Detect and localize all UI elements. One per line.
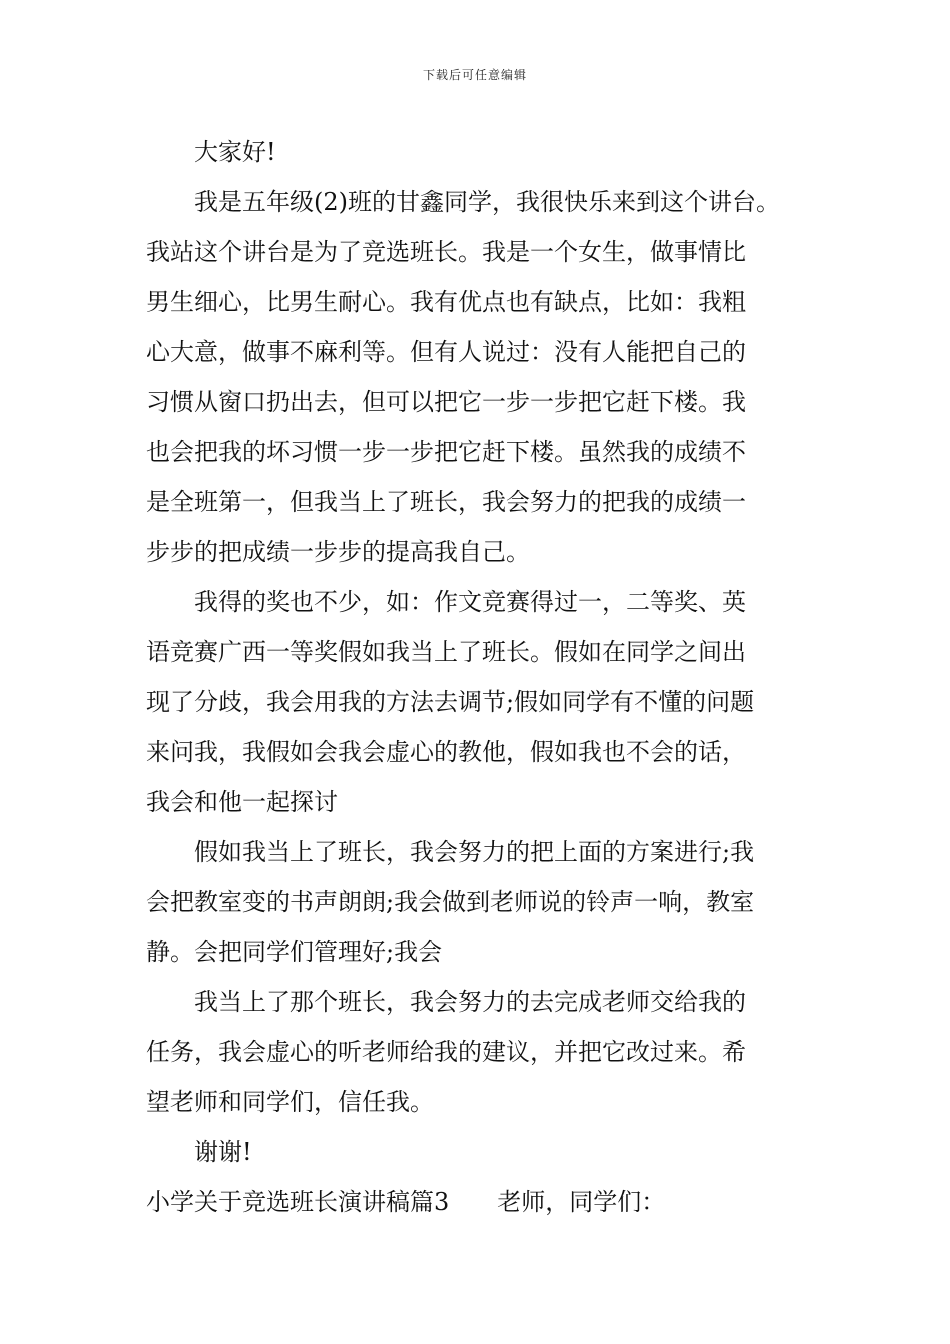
paragraph-2-line-3: 现了分歧，我会用我的方法去调节;假如同学有不懂的问题 xyxy=(146,688,755,716)
paragraph-4-line-3: 望老师和同学们，信任我。 xyxy=(146,1088,434,1116)
paragraph-2-line-5: 我会和他一起探讨 xyxy=(146,788,338,816)
paragraph-1-line-5: 习惯从窗口扔出去，但可以把它一步一步把它赶下楼。我 xyxy=(146,388,746,416)
paragraph-2 xyxy=(146,577,830,827)
paragraph-2-line-2: 语竞赛广西一等奖假如我当上了班长。假如在同学之间出 xyxy=(146,638,746,666)
thanks: 谢谢! xyxy=(194,1138,252,1166)
paragraph-1-line-6: 也会把我的坏习惯一步一步把它赶下楼。虽然我的成绩不 xyxy=(146,438,746,466)
paragraph-4-line-1: 我当上了那个班长，我会努力的去完成老师交给我的 xyxy=(194,988,746,1016)
next-section-title: 小学关于竞选班长演讲稿篇3 xyxy=(146,1188,450,1216)
paragraph-3-line-3: 静。会把同学们管理好;我会 xyxy=(146,938,443,966)
paragraph-1-line-2: 我站这个讲台是为了竞选班长。我是一个女生，做事情比 xyxy=(146,238,746,266)
paragraph-3-line-1: 假如我当上了班长，我会努力的把上面的方案进行;我 xyxy=(194,838,755,866)
next-section-line xyxy=(146,1177,830,1227)
next-section-opening: 老师，同学们： xyxy=(497,1188,666,1216)
paragraph-3 xyxy=(146,827,830,977)
paragraph-1-line-1: 我是五年级(2)班的甘鑫同学，我很快乐来到这个讲台。 xyxy=(194,188,780,216)
paragraph-1-line-7: 是全班第一，但我当上了班长，我会努力的把我的成绩一 xyxy=(146,488,746,516)
greeting: 大家好! xyxy=(194,138,276,166)
paragraph-1-line-3: 男生细心，比男生耐心。我有优点也有缺点，比如：我粗 xyxy=(146,288,746,316)
paragraph-3-line-2: 会把教室变的书声朗朗;我会做到老师说的铃声一响，教室 xyxy=(146,888,755,916)
paragraph-1-line-4: 心大意，做事不麻利等。但有人说过：没有人能把自己的 xyxy=(146,338,746,366)
paragraph-2-line-1: 我得的奖也不少，如：作文竞赛得过一，二等奖、英 xyxy=(194,588,746,616)
paragraph-1-line-8: 步步的把成绩一步步的提高我自己。 xyxy=(146,538,530,566)
paragraph-1 xyxy=(146,177,830,577)
paragraph-2-line-4: 来问我，我假如会我会虚心的教他，假如我也不会的话， xyxy=(146,738,746,766)
paragraph-4 xyxy=(146,977,830,1127)
paragraph-4-line-2: 任务，我会虚心的听老师给我的建议，并把它改过来。希 xyxy=(146,1038,746,1066)
document-body xyxy=(146,127,830,1227)
header-note: 下载后可任意编辑 xyxy=(422,68,527,82)
